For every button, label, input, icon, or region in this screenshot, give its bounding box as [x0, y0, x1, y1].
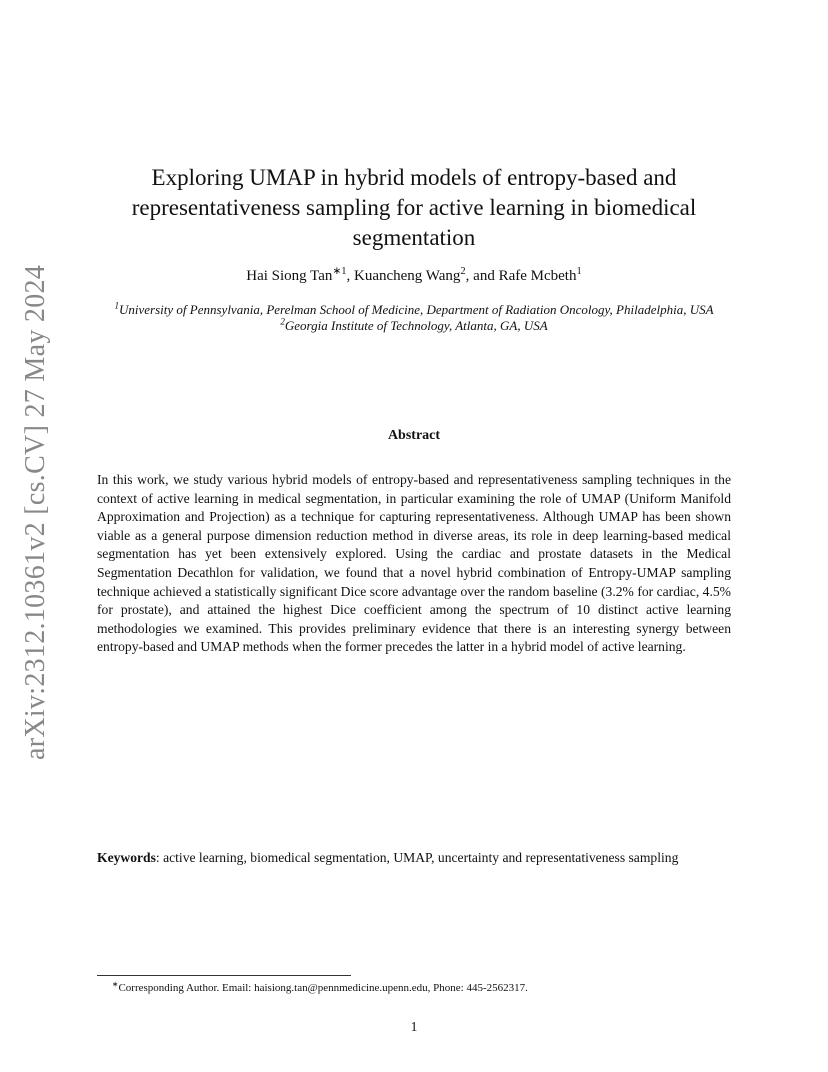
author-list	[100, 268, 728, 285]
footnote-mark: ∗	[112, 979, 119, 989]
page-number: 1	[410, 1019, 418, 1034]
author-name: Kuancheng Wang	[354, 268, 461, 284]
footnote	[112, 981, 732, 995]
keywords-label: Keywords	[97, 850, 156, 865]
author-affiliation-mark: 1	[576, 266, 582, 277]
affiliations	[100, 302, 728, 334]
author-separator: , and	[465, 268, 499, 284]
affiliation-line	[100, 302, 728, 318]
keywords-line	[97, 849, 731, 868]
author-name: Rafe Mcbeth	[498, 268, 577, 284]
keywords-text: : active learning, biomedical segmentation, UMAP, uncertainty and representativeness sampling	[155, 850, 679, 865]
paper-title: Exploring UMAP in hybrid models of entropy-based and representativeness sampling for active learning in biomedical segmentation	[131, 165, 697, 250]
abstract-heading: Abstract	[387, 428, 441, 443]
affiliation-line	[100, 318, 728, 334]
affiliation-text: University of Pennsylvania, Perelman School of Medicine, Department of Radiation Oncology, Philadelphia, USA	[119, 302, 714, 317]
author-separator: ,	[346, 268, 354, 284]
author-name: Hai Siong Tan	[246, 268, 333, 284]
abstract-text: In this work, we study various hybrid models of entropy-based and representativeness sampling techniques in the context of active learning in medical segmentation, in particular examining the role of UMAP (Uniform Manifold Approximation and Projection) as a technique for capturing representativeness. Although UMAP has been shown viable as a general purpose dimension reduction method in diverse areas, its role in deep learning-based medical segmentation has yet been extensively explored. Using the cardiac and prostate datasets in the Medical Segmentation Decathlon for validation, we found that a novel hybrid combination of Entropy-UMAP sampling technique achieved a statistically significant Dice score advantage over the random baseline (3.2% for cardiac, 4.5% for prostate), and attained the highest Dice coefficient among the spectrum of 10 distinct active learning methodologies we examined. This provides preliminary evidence that there is an interesting synergy between entropy-based and UMAP methods when the former precedes the latter in a hybrid model of active learning.	[97, 472, 731, 655]
affiliation-text: Georgia Institute of Technology, Atlanta, GA, USA	[284, 318, 548, 333]
affiliation-mark: 1	[114, 300, 120, 311]
arxiv-identifier: arXiv:2312.10361v2 [cs.CV] 27 May 2024	[20, 264, 51, 760]
footnote-text: Corresponding Author. Email: haisiong.tan@pennmedicine.upenn.edu, Phone: 445-2562317.	[118, 982, 528, 994]
footnote-divider	[97, 975, 351, 976]
author-affiliation-mark: 2	[460, 266, 466, 277]
author-affiliation-mark: ∗1	[332, 266, 347, 277]
affiliation-mark: 2	[280, 316, 285, 327]
